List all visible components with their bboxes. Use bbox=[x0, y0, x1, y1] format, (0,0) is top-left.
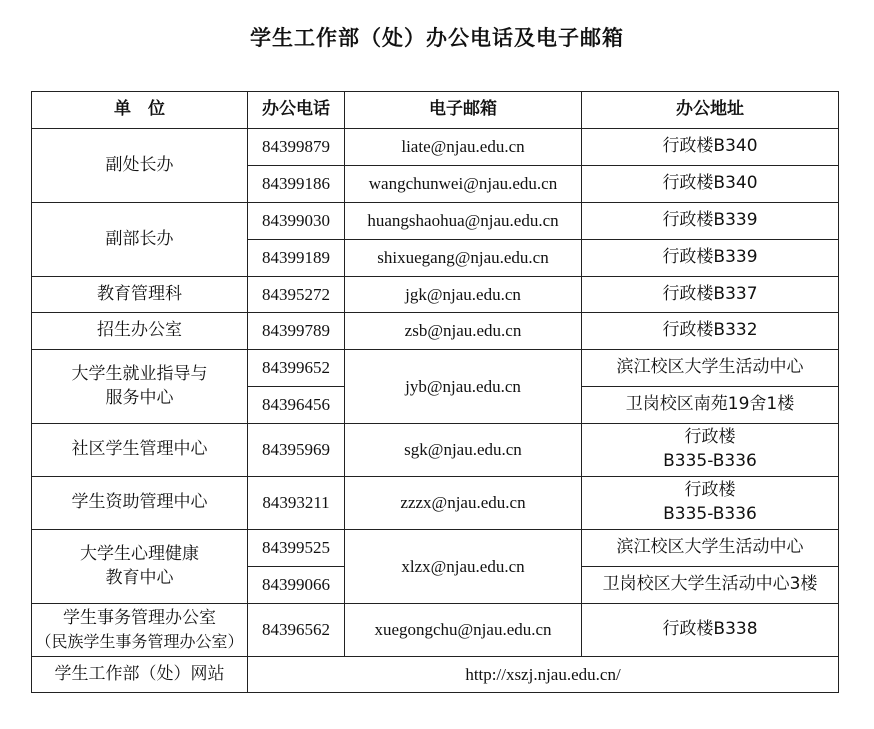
table-row bbox=[32, 277, 839, 313]
page-title: 学生工作部（处）办公电话及电子邮箱 bbox=[250, 26, 624, 50]
unit-cell: 副处长办 bbox=[32, 129, 248, 203]
website-link[interactable]: http://xszj.njau.edu.cn/ bbox=[248, 657, 839, 693]
phone-cell: 84396456 bbox=[248, 387, 345, 424]
phone-cell: 84399186 bbox=[248, 166, 345, 203]
header-phone: 办公电话 bbox=[248, 92, 345, 129]
address-cell: 行政楼B332 bbox=[582, 313, 839, 350]
unit-cell: 学生资助管理中心 bbox=[32, 477, 248, 530]
table-row bbox=[32, 350, 839, 387]
address-cell: 行政楼B340 bbox=[582, 129, 839, 166]
address-line: B335-B336 bbox=[663, 451, 757, 471]
address-cell: 行政楼B340 bbox=[582, 166, 839, 203]
header-row bbox=[32, 92, 839, 129]
email-link[interactable]: shixuegang@njau.edu.cn bbox=[345, 240, 582, 277]
phone-cell: 84395969 bbox=[248, 424, 345, 477]
unit-cell bbox=[32, 350, 248, 424]
address-cell: 卫岗校区大学生活动中心3楼 bbox=[582, 567, 839, 604]
address-cell: 行政楼B337 bbox=[582, 277, 839, 313]
phone-cell: 84399879 bbox=[248, 129, 345, 166]
unit-cell: 社区学生管理中心 bbox=[32, 424, 248, 477]
phone-cell: 84396562 bbox=[248, 604, 345, 657]
email-link[interactable]: zzzx@njau.edu.cn bbox=[345, 477, 582, 530]
phone-cell: 84399789 bbox=[248, 313, 345, 350]
table-row bbox=[32, 424, 839, 477]
email-link[interactable]: xuegongchu@njau.edu.cn bbox=[345, 604, 582, 657]
unit-line: 学生事务管理办公室 bbox=[63, 607, 216, 628]
unit-line: 服务中心 bbox=[105, 387, 174, 408]
phone-cell: 84393211 bbox=[248, 477, 345, 530]
address-cell: 行政楼B339 bbox=[582, 240, 839, 277]
phone-cell: 84399652 bbox=[248, 350, 345, 387]
unit-cell bbox=[32, 604, 248, 657]
address-cell bbox=[582, 477, 839, 530]
table-row bbox=[32, 313, 839, 350]
phone-cell: 84399525 bbox=[248, 530, 345, 567]
unit-cell: 教育管理科 bbox=[32, 277, 248, 313]
phone-cell: 84399189 bbox=[248, 240, 345, 277]
unit-cell: 招生办公室 bbox=[32, 313, 248, 350]
phone-cell: 84399066 bbox=[248, 567, 345, 604]
table-row bbox=[32, 604, 839, 657]
address-line: 行政楼 bbox=[684, 480, 736, 501]
unit-line: 大学生就业指导与 bbox=[71, 363, 208, 384]
unit-cell: 副部长办 bbox=[32, 203, 248, 277]
email-link[interactable]: liate@njau.edu.cn bbox=[345, 129, 582, 166]
email-link[interactable]: huangshaohua@njau.edu.cn bbox=[345, 203, 582, 240]
address-cell bbox=[582, 424, 839, 477]
header-address: 办公地址 bbox=[582, 92, 839, 129]
email-link[interactable]: zsb@njau.edu.cn bbox=[345, 313, 582, 350]
email-link[interactable]: xlzx@njau.edu.cn bbox=[345, 530, 582, 604]
table-row bbox=[32, 203, 839, 240]
address-cell: 行政楼B339 bbox=[582, 203, 839, 240]
contact-table bbox=[31, 91, 839, 693]
unit-cell bbox=[32, 530, 248, 604]
unit-line: 大学生心理健康 bbox=[80, 543, 199, 564]
header-unit: 单 位 bbox=[32, 92, 248, 129]
website-label: 学生工作部（处）网站 bbox=[32, 657, 248, 693]
header-email: 电子邮箱 bbox=[345, 92, 582, 129]
email-link[interactable]: jgk@njau.edu.cn bbox=[345, 277, 582, 313]
email-link[interactable]: wangchunwei@njau.edu.cn bbox=[345, 166, 582, 203]
phone-cell: 84395272 bbox=[248, 277, 345, 313]
address-cell: 滨江校区大学生活动中心 bbox=[582, 530, 839, 567]
address-cell: 卫岗校区南苑19舍1楼 bbox=[582, 387, 839, 424]
unit-line: （民族学生事务管理办公室） bbox=[35, 631, 244, 651]
address-cell: 滨江校区大学生活动中心 bbox=[582, 350, 839, 387]
website-row bbox=[32, 657, 839, 693]
phone-cell: 84399030 bbox=[248, 203, 345, 240]
address-line: 行政楼 bbox=[684, 427, 736, 448]
table-row bbox=[32, 477, 839, 530]
email-link[interactable]: sgk@njau.edu.cn bbox=[345, 424, 582, 477]
address-cell: 行政楼B338 bbox=[582, 604, 839, 657]
email-link[interactable]: jyb@njau.edu.cn bbox=[345, 350, 582, 424]
address-line: B335-B336 bbox=[663, 504, 757, 524]
table-row bbox=[32, 530, 839, 567]
table-row bbox=[32, 129, 839, 166]
unit-line: 教育中心 bbox=[105, 567, 174, 588]
